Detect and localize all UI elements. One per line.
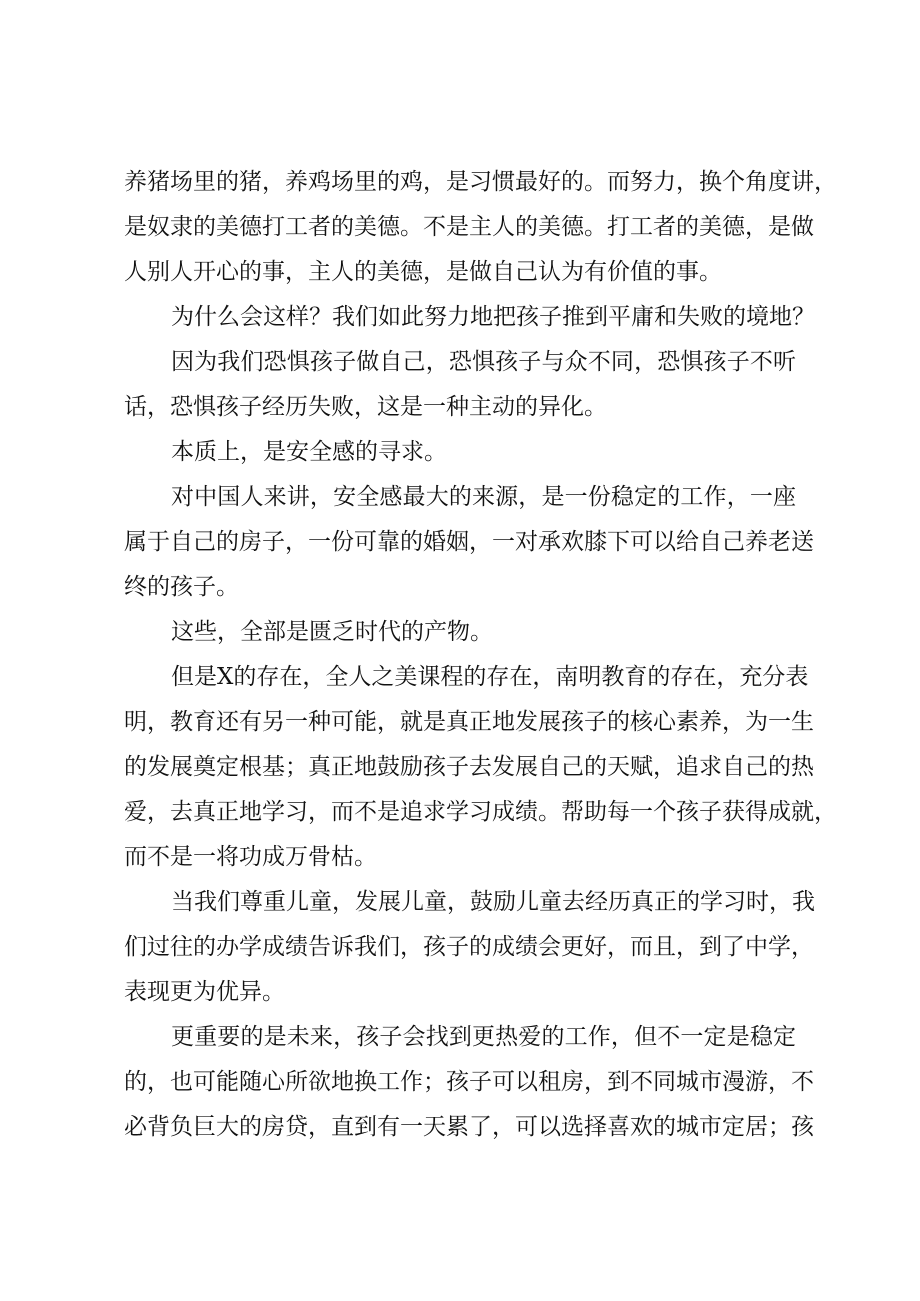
paragraph-7-line-3: 的发展奠定根基；真正地鼓励孩子去发展自己的天赋，追求自己的热 [124, 754, 814, 780]
paragraph-7-line-5: 而不是一将功成万骨枯。 [124, 844, 377, 870]
paragraph-5-line-1: 对中国人来讲，安全感最大的来源，是一份稳定的工作，一座 [171, 484, 796, 510]
paragraph-5-line-3: 终的孩子。 [124, 574, 239, 600]
paragraph-7-line-2: 明，教育还有另一种可能，就是真正地发展孩子的核心素养，为一生 [124, 709, 814, 735]
paragraph-3-line-2: 话，恐惧孩子经历失败，这是一种主动的异化。 [124, 394, 607, 420]
paragraph-6-line-1: 这些，全部是匮乏时代的产物。 [171, 619, 493, 645]
paragraph-7-line-4: 爱，去真正地学习，而不是追求学习成绩。帮助每一个孩子获得成就， [124, 799, 837, 825]
paragraph-8-line-3: 表现更为优异。 [124, 979, 285, 1005]
paragraph-3-line-1: 因为我们恐惧孩子做自己，恐惧孩子与众不同，恐惧孩子不听 [171, 349, 796, 375]
paragraph-1-line-1: 养猪场里的猪，养鸡场里的鸡，是习惯最好的。而努力，换个角度讲， [124, 169, 837, 195]
paragraph-5-line-2: 属于自己的房子，一份可靠的婚姻，一对承欢膝下可以给自己养老送 [124, 529, 814, 555]
paragraph-9-line-3: 必背负巨大的房贷，直到有一天累了，可以选择喜欢的城市定居；孩 [124, 1114, 814, 1140]
paragraph-9-line-1: 更重要的是未来，孩子会找到更热爱的工作，但不一定是稳定 [171, 1024, 796, 1050]
paragraph-7-line-1: 但是X的存在，全人之美课程的存在，南明教育的存在，充分表 [171, 664, 809, 690]
paragraph-8-line-1: 当我们尊重儿童，发展儿童，鼓励儿童去经历真正的学习时，我 [171, 889, 815, 915]
paragraph-2-line-1: 为什么会这样？我们如此努力地把孩子推到平庸和失败的境地？ [171, 304, 815, 330]
paragraph-9-line-2: 的，也可能随心所欲地换工作；孩子可以租房，到不同城市漫游，不 [124, 1069, 814, 1095]
paragraph-8-line-2: 们过往的办学成绩告诉我们，孩子的成绩会更好，而且，到了中学， [124, 934, 814, 960]
paragraph-1-line-3: 人别人开心的事，主人的美德，是做自己认为有价值的事。 [124, 259, 722, 285]
paragraph-1-line-2: 是奴隶的美德打工者的美德。不是主人的美德。打工者的美德，是做 [124, 214, 814, 240]
paragraph-4-line-1: 本质上，是安全感的寻求。 [171, 439, 447, 465]
